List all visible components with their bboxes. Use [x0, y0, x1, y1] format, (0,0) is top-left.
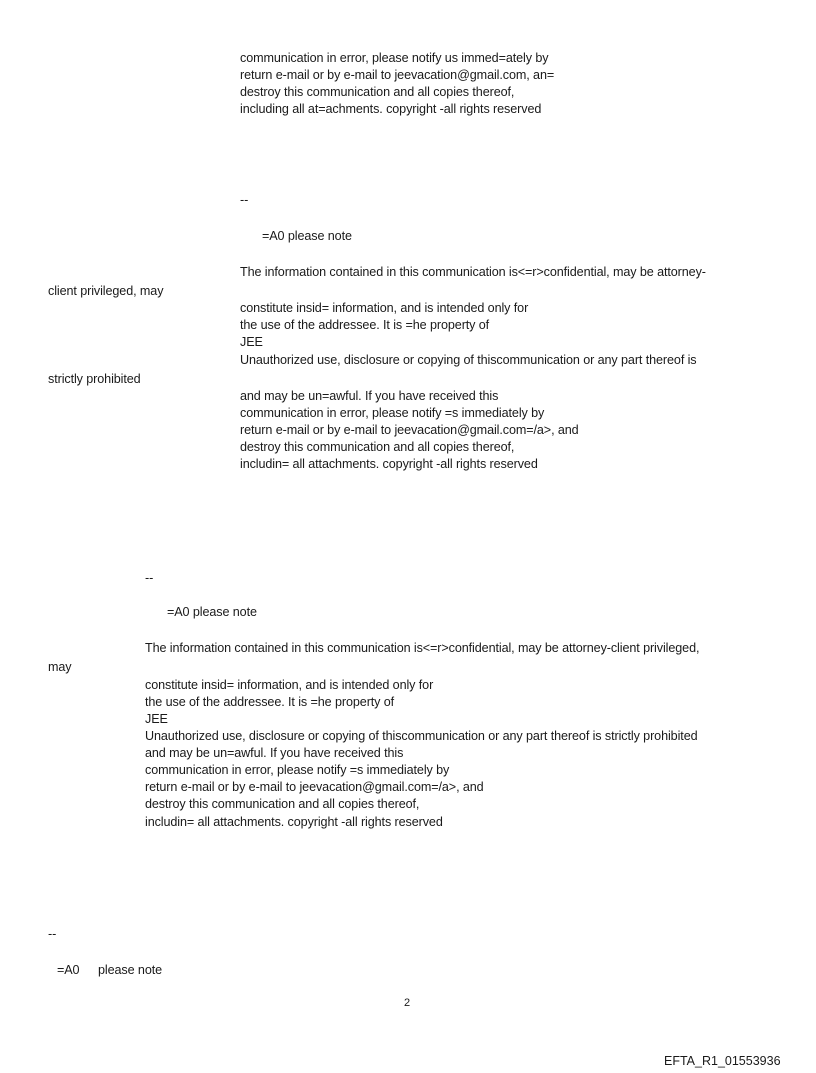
block2-line-7: strictly prohibited [48, 372, 141, 386]
block1-line-2: return e-mail or by e-mail to jeevacation@gmail.com, an= [240, 68, 555, 82]
block2-line-2: client privileged, may [48, 284, 164, 298]
block3-line-8: communication in error, please notify =s immediately by [145, 763, 450, 777]
block2-line-11: destroy this communication and all copies thereof, [240, 440, 515, 454]
block1-line-4: including all at=achments. copyright -all rights reserved [240, 102, 542, 116]
block3-line-5: JEE [145, 712, 168, 726]
block3-line-6: Unauthorized use, disclosure or copying of thiscommunication or any part thereof is strictly prohibited [145, 729, 698, 743]
block4-note-text: please note [98, 963, 163, 977]
block2-line-10: return e-mail or by e-mail to jeevacation@gmail.com=/a>, and [240, 423, 579, 437]
block4-note-prefix: =A0 [57, 963, 80, 977]
block2-line-1: The information contained in this communication is<=r>confidential, may be attorney- [240, 265, 706, 279]
block3-note: =A0 please note [167, 605, 257, 619]
block3-line-9: return e-mail or by e-mail to jeevacation@gmail.com=/a>, and [145, 780, 484, 794]
block3-line-7: and may be un=awful. If you have received this [145, 746, 404, 760]
block3-line-10: destroy this communication and all copies thereof, [145, 797, 420, 811]
block2-line-3: constitute insid= information, and is intended only for [240, 301, 529, 315]
block3-separator: -- [145, 571, 154, 585]
block1-line-1: communication in error, please notify us immed=ately by [240, 51, 549, 65]
block2-line-8: and may be un=awful. If you have received this [240, 389, 499, 403]
block3-line-2: may [48, 660, 72, 674]
page-number: 2 [404, 997, 411, 1009]
block2-line-6: Unauthorized use, disclosure or copying of thiscommunication or any part thereof is [240, 353, 697, 367]
block2-line-4: the use of the addressee. It is =he property of [240, 318, 490, 332]
block2-line-9: communication in error, please notify =s immediately by [240, 406, 545, 420]
block1-line-3: destroy this communication and all copies thereof, [240, 85, 515, 99]
block3-line-11: includin= all attachments. copyright -all rights reserved [145, 815, 443, 829]
block3-line-3: constitute insid= information, and is intended only for [145, 678, 434, 692]
block4-separator: -- [48, 927, 57, 941]
block2-note: =A0 please note [262, 229, 352, 243]
block2-line-5: JEE [240, 335, 263, 349]
block2-separator: -- [240, 193, 249, 207]
document-id: EFTA_R1_01553936 [664, 1054, 781, 1068]
block3-line-4: the use of the addressee. It is =he property of [145, 695, 395, 709]
block2-line-12: includin= all attachments. copyright -all rights reserved [240, 457, 538, 471]
block3-line-1: The information contained in this communication is<=r>confidential, may be attorney-client privileged, [145, 641, 700, 655]
